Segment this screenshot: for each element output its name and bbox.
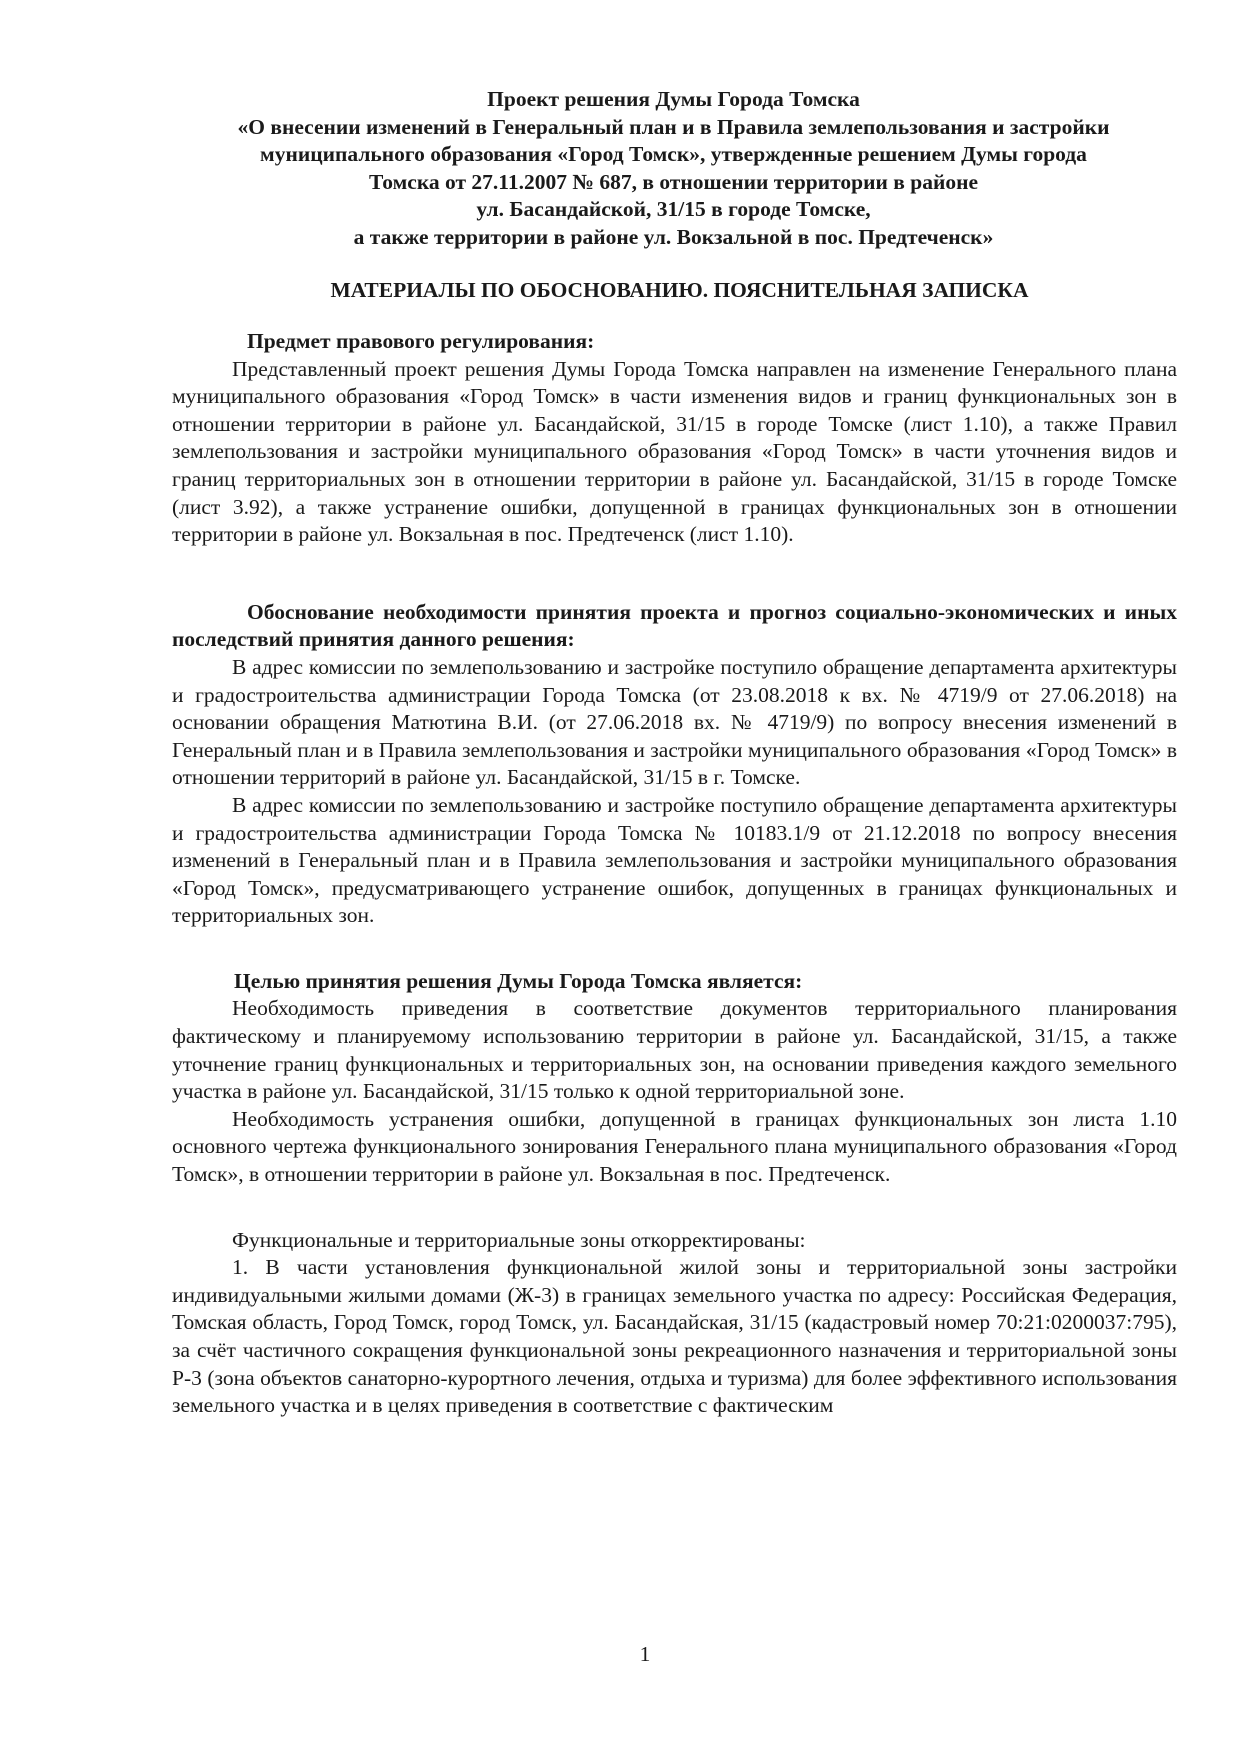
title-line: муниципального образования «Город Томск», утвержденные решением Думы города xyxy=(260,142,1087,166)
title-line: а также территории в районе ул. Вокзальной в пос. Предтеченск» xyxy=(353,224,994,249)
document-title xyxy=(160,86,1187,251)
title-line: Томска от 27.11.2007 № 687, в отношении территории в районе xyxy=(368,169,979,194)
main-heading: МАТЕРИАЛЫ ПО ОБОСНОВАНИЮ. ПОЯСНИТЕЛЬНАЯ ЗАПИСКА xyxy=(330,278,1029,302)
paragraph: Представленный проект решения Думы Города Томска направлен на изменение Генерального плана муниципального образования «Город Томск» в части изменения видов и границ функциональных зон в отношении территории в районе ул. Басандайской, 31/15 в городе Томске (лист 1.10), а также Правил землепользования и застройки муниципального образования «Город Томск» в части уточнения видов и границ территориальных зон в отношении территории в районе ул. Басандайской, 31/15 в городе Томске (лист 3.92), а также устранение ошибки, допущенной в границах функциональных зон в отношении территории в районе ул. Вокзальная в пос. Предтеченск (лист 1.10). xyxy=(172,356,1177,547)
section-zones-corrected xyxy=(172,1227,1177,1420)
title-line: «О внесении изменений в Генеральный план и в Правила землепользования и застройки xyxy=(237,114,1110,139)
page-number: 1 xyxy=(639,1642,651,1666)
spacer xyxy=(172,1189,1177,1227)
spacer xyxy=(172,549,1177,599)
section-legal-subject xyxy=(172,328,1177,549)
section-goal xyxy=(172,968,1177,1189)
title-line: ул. Басандайской, 31/15 в городе Томске, xyxy=(476,197,871,221)
section-heading: Функциональные и территориальные зоны откорректированы: xyxy=(232,1227,806,1252)
section-heading: Целью принятия решения Думы Города Томска является: xyxy=(234,968,803,993)
section-justification xyxy=(172,599,1177,930)
paragraph: 1. В части установления функциональной жилой зоны и территориальной зоны застройки индивидуальными жилыми домами (Ж-3) в границах земельного участка по адресу: Российская Федерация, Томская область, Город Томск, город Томск, ул. Басандайская, 31/15 (кадастровый номер 70:21:0200037:795), за счёт частичного сокращения функциональной зоны рекреационного назначения и территориальной зоны Р-3 (зона объектов санаторно-курортного лечения, отдыха и туризма) для более эффективного использования земельного участка и в целях приведения в соответствие с фактическим xyxy=(172,1255,1177,1418)
document-page xyxy=(172,86,1177,1420)
section-heading: Предмет правового регулирования: xyxy=(247,329,595,353)
paragraph: Необходимость устранения ошибки, допущенной в границах функциональных зон листа 1.10 основного чертежа функционального зонирования Генерального плана муниципального образования «Город Томск», в отношении территории в районе ул. Вокзальная в пос. Предтеченск. xyxy=(172,1106,1177,1187)
paragraph: Необходимость приведения в соответствие документов территориального планирования фактическому и планируемому использованию территории в районе ул. Басандайской, 31/15, а также уточнение границ функциональных и территориальных зон, на основании приведения каждого земельного участка в районе ул. Басандайской, 31/15 только к одной территориальной зоне. xyxy=(172,996,1177,1104)
title-line: Проект решения Думы Города Томска xyxy=(487,87,860,111)
paragraph: В адрес комиссии по землепользованию и застройке поступило обращение департамента архитектуры и градостроительства администрации Города Томска № 10183.1/9 от 21.12.2018 по вопросу внесения изменений в Генеральный план и в Правила землепользования и застройки муниципального образования «Город Томск», предусматривающего устранение ошибок, допущенных в границах функциональных и территориальных зон. xyxy=(172,792,1177,928)
paragraph: В адрес комиссии по землепользованию и застройке поступило обращение департамента архитектуры и градостроительства администрации Города Томска (от 23.08.2018 к вх. № 4719/9 от 27.06.2018) на основании обращения Матютина В.И. (от 27.06.2018 вх. № 4719/9) по вопросу внесения изменений в Генеральный план и в Правила землепользования и застройки муниципального образования «Город Томск» в отношении территорий в районе ул. Басандайской, 31/15 в г. Томске. xyxy=(172,654,1177,790)
spacer xyxy=(172,930,1177,968)
section-heading: Обоснование необходимости принятия проекта и прогноз социально-экономических и иных последствий принятия данного решения: xyxy=(172,599,1177,652)
